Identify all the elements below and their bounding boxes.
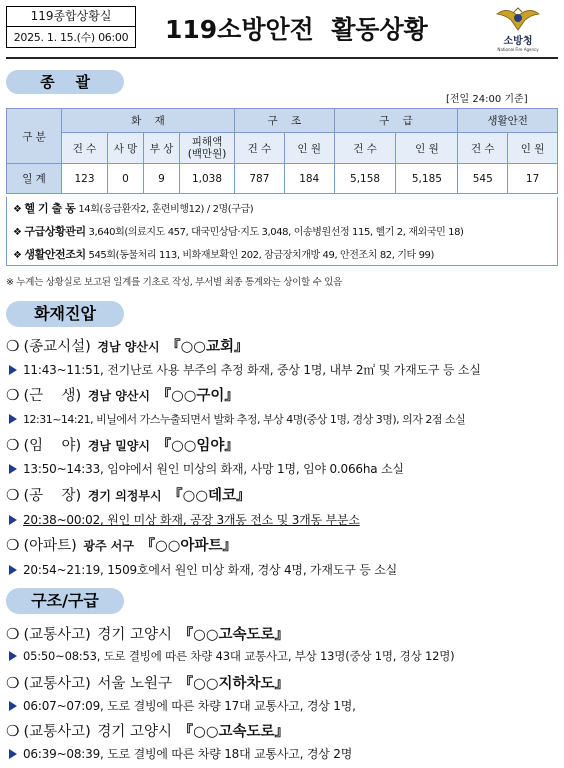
- page-title: 119소방안전 활동상황: [165, 15, 428, 44]
- item-place: 『○○아파트』: [140, 538, 237, 554]
- circle-bullet-icon: ❍: [6, 337, 20, 355]
- triangle-bullet-icon: [9, 749, 17, 759]
- circle-bullet-icon: ❍: [6, 536, 20, 554]
- item-desc-text: 11:43~11:51, 전기난로 사용 부주의 추정 화재, 중상 1명, 내부 2㎡ 및 가재도구 등 소실: [23, 363, 481, 377]
- fire-item-5-desc: [9, 561, 397, 578]
- sub-header: 피해액 (백만원): [180, 133, 235, 164]
- item-desc-text: 06:07~07:09, 도로 결빙에 따른 차량 17대 교통사고, 경상 1명,: [23, 699, 356, 713]
- sub-header: 건 수: [458, 133, 508, 164]
- sub-header: 인 원: [284, 133, 334, 164]
- item-region: 광주 서구: [83, 539, 134, 553]
- value-cell: 5,158: [334, 164, 396, 194]
- item-place: 『○○고속도로』: [178, 724, 290, 740]
- line-label: 헬 기 출 동: [24, 202, 76, 215]
- item-category: (교통사고): [23, 627, 91, 643]
- sub-header: 사 망: [108, 133, 144, 164]
- triangle-bullet-icon: [9, 651, 17, 661]
- item-region: 경남 양산시: [87, 389, 150, 403]
- value-cell: 787: [235, 164, 285, 194]
- item-category: (종교시설): [23, 339, 91, 355]
- helicopter-line: ❖ 헬 기 출 동 14회(응급환자2, 훈련비행12) / 2명(구급): [13, 202, 254, 215]
- item-category: (근 생): [23, 388, 82, 404]
- value-cell: 123: [62, 164, 108, 194]
- group-fire: 화 재: [62, 109, 235, 133]
- item-desc-text: 13:50~14:33, 임야에서 원인 미상의 화재, 사망 1명, 임야 0.066ha 소실: [23, 462, 404, 476]
- item-desc-text: 20:38~00:02, 원인 미상 화재, 공장 3개동 전소 및 3개동 부분소: [23, 513, 360, 527]
- sub-header: 건 수: [62, 133, 108, 164]
- rescue-item-1-title: [6, 623, 289, 644]
- item-place: 『○○임야』: [156, 438, 239, 454]
- rescue-item-3-title: [6, 720, 289, 741]
- value-cell: 0: [108, 164, 144, 194]
- fire-section-label: 화재진압: [6, 301, 124, 327]
- item-category: (아파트): [23, 538, 77, 554]
- row-label-header: 구 분: [7, 109, 62, 164]
- fire-item-2-title: [6, 384, 239, 405]
- sub-header: 부 상: [144, 133, 180, 164]
- office-date-box: [6, 6, 136, 48]
- circle-bullet-icon: ❍: [6, 625, 20, 643]
- fire-item-3-desc: [9, 460, 404, 477]
- report-date: 2025. 1. 15.(수) 06:00: [13, 31, 129, 44]
- line-text: 3,640회(의료지도 457, 대국민상담·지도 3,048, 이송병원선정 115, 헬기 2, 재외국민 18): [88, 227, 464, 238]
- triangle-bullet-icon: [9, 365, 17, 375]
- item-desc-text: 12:31~14:21, 비닐에서 가스누출되면서 발화 추정, 부상 4명(중상 1명, 경상 3명), 의자 2점 소실: [23, 413, 466, 426]
- summary-detail-box: [6, 197, 558, 266]
- rescue-item-2-desc: [9, 697, 356, 714]
- fire-item-4-desc: [9, 511, 360, 528]
- triangle-bullet-icon: [9, 701, 17, 711]
- value-cell: 5,185: [396, 164, 458, 194]
- circle-bullet-icon: ❍: [6, 674, 20, 692]
- item-place: 『○○데코』: [168, 488, 251, 504]
- rescue-item-1-desc: [9, 648, 454, 664]
- triangle-bullet-icon: [9, 464, 17, 474]
- value-cell: 184: [284, 164, 334, 194]
- item-region: 경남 양산시: [97, 340, 160, 354]
- circle-bullet-icon: ❍: [6, 436, 20, 454]
- item-region: 서울 노원구: [97, 676, 173, 692]
- item-desc-text: 20:54~21:19, 1509호에서 원인 미상 화재, 경상 4명, 가재도구 등 소실: [23, 563, 398, 577]
- rescue-section-label: 구조/구급: [6, 588, 124, 614]
- summary-table: [6, 108, 558, 194]
- item-desc-text: 06:39~08:39, 도로 결빙에 따른 차량 18대 교통사고, 경상 2명: [23, 747, 353, 761]
- item-category: (공 장): [23, 488, 82, 504]
- as-of-label: [전일 24:00 기준]: [446, 94, 528, 105]
- logo-text: 소방청: [503, 36, 533, 47]
- safety-action-line: ❖ 생활안전조치 545회(동물처리 113, 비화재보확인 202, 잠금장치개방 49, 안전조치 82, 기타 99): [13, 248, 435, 261]
- value-cell: 545: [458, 164, 508, 194]
- triangle-bullet-icon: [9, 515, 17, 525]
- item-region: 경남 밀양시: [87, 439, 150, 453]
- logo-subtext: National Fire Agency: [497, 47, 539, 52]
- fire-item-1-desc: [9, 361, 481, 378]
- value-cell: 17: [508, 164, 558, 194]
- fire-item-4-title: [6, 484, 251, 505]
- value-cell: 9: [144, 164, 180, 194]
- summary-section-label: 종 괄: [6, 70, 124, 94]
- circle-bullet-icon: ❍: [6, 486, 20, 504]
- sub-header: 인 원: [396, 133, 458, 164]
- footnote: ※ 누계는 상황실로 보고된 일계를 기초로 작성, 부서별 최종 통계와는 상이할 수 있음: [6, 277, 342, 288]
- group-rescue: 구 조: [235, 109, 335, 133]
- rescue-item-3-desc: [9, 745, 352, 762]
- item-category: (교통사고): [23, 676, 91, 692]
- item-region: 경기 고양시: [97, 724, 173, 740]
- sub-header: 건 수: [235, 133, 285, 164]
- group-safety: 생활안전: [458, 109, 558, 133]
- item-region: 경기 고양시: [97, 627, 173, 643]
- line-text: 545회(동물처리 113, 비화재보확인 202, 잠금장치개방 49, 안전조치 82, 기타 99): [88, 250, 435, 261]
- fire-item-3-title: [6, 434, 239, 455]
- fire-item-5-title: [6, 534, 237, 555]
- circle-bullet-icon: ❍: [6, 722, 20, 740]
- triangle-bullet-icon: [9, 414, 17, 424]
- line-label: 구급상황관리: [24, 225, 86, 238]
- header-divider: [6, 57, 558, 59]
- item-place: 『○○고속도로』: [178, 627, 290, 643]
- sub-header: 건 수: [334, 133, 396, 164]
- fire-item-2-desc: [9, 411, 465, 427]
- item-category: (교통사고): [23, 724, 91, 740]
- item-region: 경기 의정부시: [87, 489, 162, 503]
- group-ems: 구 급: [334, 109, 458, 133]
- eagle-emblem-icon: [495, 4, 541, 32]
- item-place: 『○○구이』: [156, 388, 239, 404]
- item-desc-text: 05:50~08:53, 도로 결빙에 따른 차량 43대 교통사고, 부상 13명(중상 1명, 경상 12명): [23, 649, 455, 663]
- fire-item-1-title: [6, 335, 248, 356]
- ems-management-line: ❖ 구급상황관리 3,640회(의료지도 457, 대국민상담·지도 3,048, 이송병원선정 115, 헬기 2, 재외국민 18): [13, 225, 464, 238]
- sub-header: 인 원: [508, 133, 558, 164]
- triangle-bullet-icon: [9, 565, 17, 575]
- item-place: 『○○교회』: [166, 339, 249, 355]
- line-text: 14회(응급환자2, 훈련비행12) / 2명(구급): [78, 204, 254, 215]
- agency-logo: [486, 4, 550, 50]
- office-name: 119종합상황실: [7, 7, 135, 27]
- item-category: (임 야): [23, 438, 82, 454]
- row-label: 일 계: [7, 164, 62, 194]
- item-place: 『○○지하차도』: [178, 676, 290, 692]
- rescue-item-2-title: [6, 672, 289, 693]
- circle-bullet-icon: ❍: [6, 386, 20, 404]
- line-label: 생활안전조치: [24, 248, 86, 261]
- value-cell: 1,038: [180, 164, 235, 194]
